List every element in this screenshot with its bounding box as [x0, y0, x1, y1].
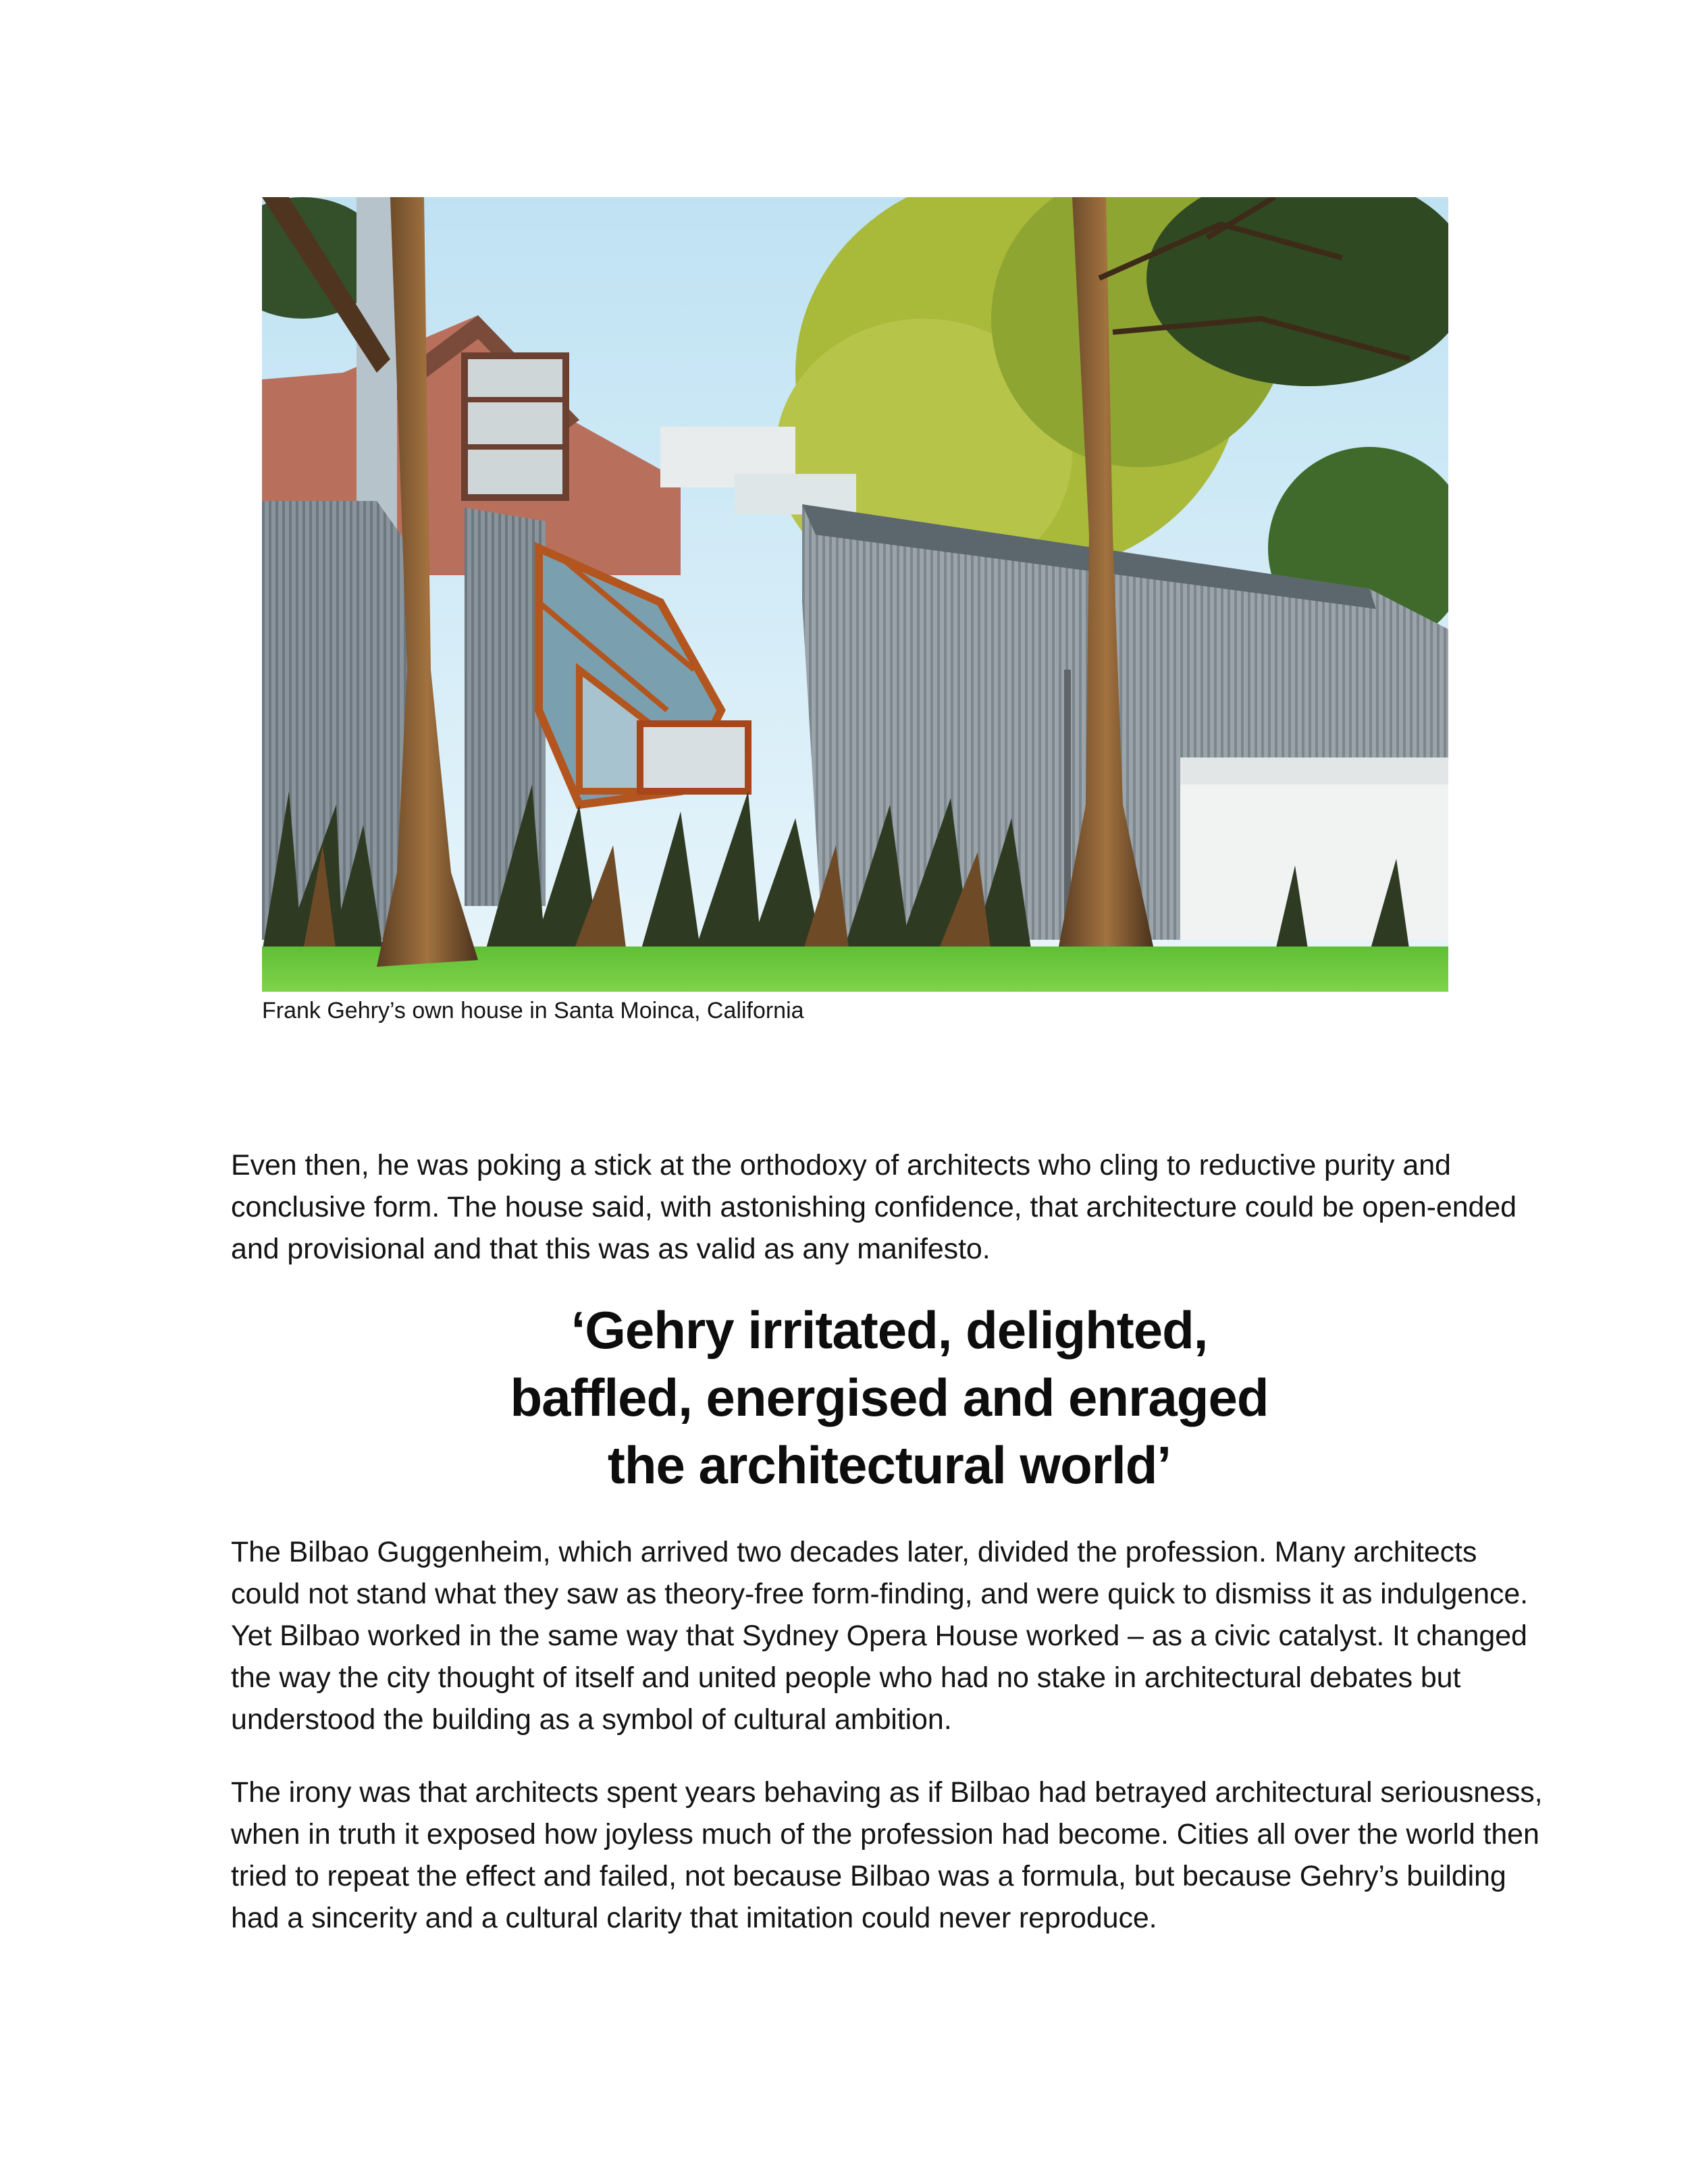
house-photo-illustration: [262, 197, 1448, 992]
image-caption: Frank Gehry’s own house in Santa Moinca, California: [262, 998, 804, 1023]
pull-quote-line: ‘Gehry irritated, delighted,: [571, 1300, 1208, 1360]
pull-quote-line: baffled, energised and enraged: [510, 1368, 1269, 1427]
house-photo: [262, 197, 1448, 992]
pull-quote: [231, 1296, 1548, 1499]
article-paragraph: Even then, he was poking a stick at the orthodoxy of architects who cling to reductive purity and conclusive form. The house said, with astonishing confidence, that architecture could be open-ended and provisional and that this was as valid as any manifesto.: [231, 1149, 1516, 1265]
article-paragraph: The Bilbao Guggenheim, which arrived two decades later, divided the profession. Many architects could not stand what they saw as theory-free form-finding, and were quick to dismiss it as indulgence. Yet Bilbao worked in the same way that Sydney Opera House worked – as a civic catalyst. It changed the way the city thought of itself and united people who had no stake in architectural debates but understood the building as a symbol of cultural ambition.: [231, 1536, 1529, 1736]
pull-quote-line: the architectural world’: [607, 1435, 1171, 1495]
article-paragraph: The irony was that architects spent years behaving as if Bilbao had betrayed architectural seriousness, when in truth it exposed how joyless much of the profession had become. Cities all over the world then tried to repeat the effect and failed, not because Bilbao was a formula, but because Gehry’s building had a sincerity and a cultural clarity that imitation could never reproduce.: [231, 1776, 1543, 1934]
